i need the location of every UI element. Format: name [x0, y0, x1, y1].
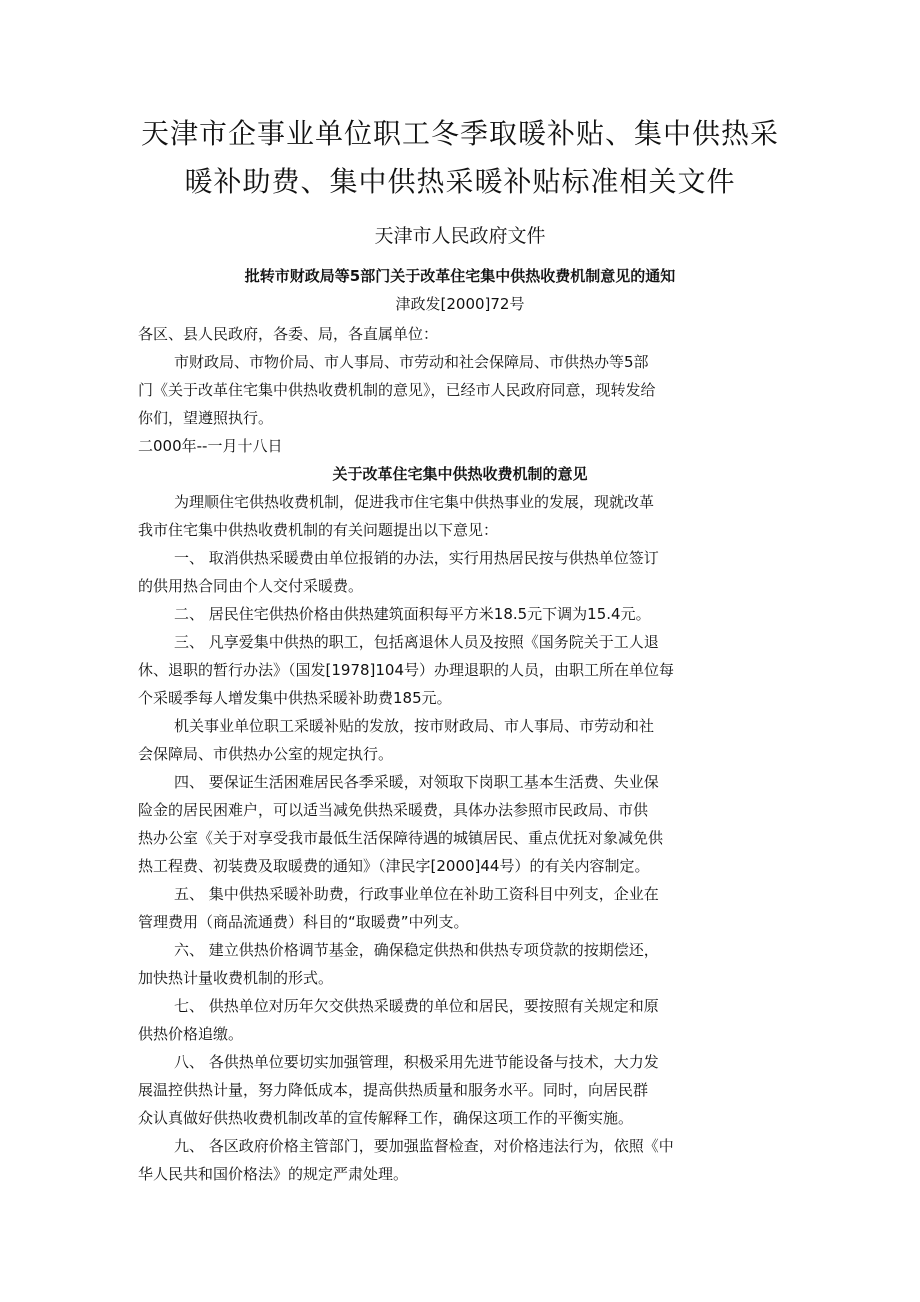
item-line: 六、 建立供热价格调节基金，确保稳定供热和供热专项贷款的按期偿还， — [174, 941, 659, 959]
item-line: 险金的居民困难户，可以适当减免供热采暖费，具体办法参照市民政局、市供 — [138, 801, 649, 819]
document-number: 津政发[2000]72号 — [395, 295, 525, 313]
item-line: 供热价格追缴。 — [138, 1025, 244, 1043]
paragraph-line: 我市住宅集中供热收费机制的有关问题提出以下意见： — [138, 521, 499, 539]
item-line: 会保障局、市供热办公室的规定执行。 — [138, 745, 394, 763]
item-line: 加快热计量收费机制的形式。 — [138, 969, 334, 987]
item-line: 华人民共和国价格法》的规定严肃处理。 — [138, 1165, 409, 1183]
paragraph-line: 你们，望遵照执行。 — [138, 409, 274, 427]
item-line: 三、 凡享爱集中供热的职工，包括离退休人员及按照《国务院关于工人退 — [174, 633, 659, 651]
issue-date: 二000年--一月十八日 — [138, 437, 283, 455]
item-line: 一、 取消供热采暖费由单位报销的办法，实行用热居民按与供热单位签订 — [174, 549, 659, 567]
item-line: 七、 供热单位对历年欠交供热采暖费的单位和居民，要按照有关规定和原 — [174, 997, 659, 1015]
paragraph-line: 市财政局、市物价局、市人事局、市劳动和社会保障局、市供热办等5部 — [174, 353, 649, 371]
item-line: 个采暖季每人增发集中供热采暖补助费185元。 — [138, 689, 452, 707]
salutation: 各区、县人民政府，各委、局，各直属单位： — [138, 325, 439, 343]
item-line: 九、 各区政府价格主管部门，要加强监督检查，对价格违法行为，依照《中 — [174, 1137, 674, 1155]
document-title-line-2: 暖补助费、集中供热采暖补贴标准相关文件 — [184, 165, 736, 198]
item-line: 众认真做好供热收费机制改革的宣传解释工作，确保这项工作的平衡实施。 — [138, 1109, 634, 1127]
issuer-heading: 天津市人民政府文件 — [374, 225, 546, 247]
item-line: 热办公室《关于对享受我市最低生活保障待遇的城镇居民、重点优抚对象减免供 — [138, 829, 664, 847]
item-line: 热工程费、初装费及取暖费的通知》（津民字[2000]44号）的有关内容制定。 — [138, 857, 650, 875]
document-title-line-1: 天津市企事业单位职工冬季取暖补贴、集中供热采 — [140, 117, 779, 150]
item-line: 五、 集中供热采暖补助费，行政事业单位在补助工资科目中列支，企业在 — [174, 885, 659, 903]
item-line: 二、 居民住宅供热价格由供热建筑面积每平方米18.5元下调为15.4元。 — [174, 605, 651, 623]
item-line: 四、 要保证生活困难居民各季采暖，对领取下岗职工基本生活费、失业保 — [174, 773, 659, 791]
item-line: 管理费用（商品流通费）科目的“取暖费”中列支。 — [138, 913, 469, 931]
document-body — [138, 320, 758, 1188]
paragraph-line: 为理顺住宅供热收费机制，促进我市住宅集中供热事业的发展，现就改革 — [174, 493, 655, 511]
notice-title: 批转市财政局等5部门关于改革住宅集中供热收费机制意见的通知 — [244, 267, 676, 285]
document-title — [120, 110, 800, 206]
item-line: 展温控供热计量，努力降低成本，提高供热质量和服务水平。同时，向居民群 — [138, 1081, 649, 1099]
item-line: 机关事业单位职工采暖补贴的发放，按市财政局、市人事局、市劳动和社 — [174, 717, 655, 735]
item-line: 休、退职的暂行办法》（国发[1978]104号）办理退职的人员，由职工所在单位每 — [138, 661, 675, 679]
paragraph-line: 门《关于改革住宅集中供热收费机制的意见》，已经市人民政府同意，现转发给 — [138, 381, 656, 399]
item-line: 的供用热合同由个人交付采暖费。 — [138, 577, 364, 595]
opinion-title: 关于改革住宅集中供热收费机制的意见 — [332, 465, 588, 483]
item-line: 八、 各供热单位要切实加强管理，积极采用先进节能设备与技术，大力发 — [174, 1053, 659, 1071]
